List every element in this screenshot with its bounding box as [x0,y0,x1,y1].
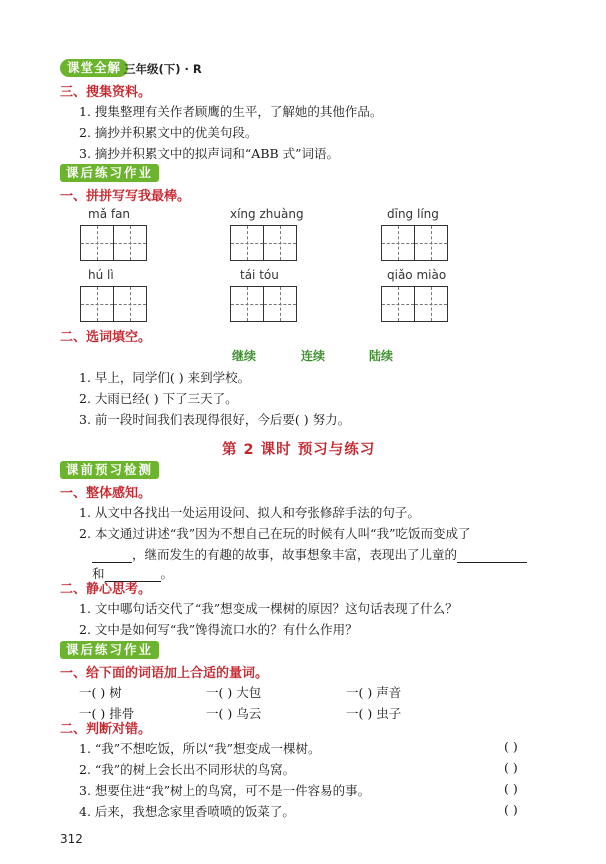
lesson-title: 第 2 课时 预习与练习 [222,442,376,458]
judge-item: 4. 后来，我想念家里香喷喷的饭菜了。 [79,804,295,819]
text-fragment: ，继而发生的有趣的故事，故事想象丰富，表现出了儿童的 [132,547,458,562]
page-number: 312 [60,832,83,846]
answer-bracket[interactable]: ( ) [504,802,518,817]
pinyin-label: qiǎo miào [387,268,447,282]
list-item: 1. 文中哪句话交代了“我”想变成一棵树的原因？这句话表现了什么？ [79,601,458,616]
pinyin-label: tái tóu [240,268,279,282]
measure-item: 一( ) 虫子 [346,706,402,721]
list-item: 1. 搜集整理有关作者顾鹰的生平，了解她的其他作品。 [79,104,383,119]
section-title-pinyin: 一、拼拼写写我最棒。 [60,189,191,204]
measure-item: 一( ) 排骨 [79,706,135,721]
preview-badge: 课前预习检测 [60,461,159,479]
pinyin-label: xíng zhuàng [230,207,304,221]
pinyin-label: hú lì [88,268,114,282]
text-fragment: 和 [92,566,105,581]
fill-item: 3. 前一段时间我们表现得很好，今后要( ) 努力。 [79,412,351,427]
answer-blank[interactable] [92,550,132,563]
answer-bracket[interactable]: ( ) [504,781,518,796]
fill-item: 1. 早上，同学们( ) 来到学校。 [79,370,251,385]
measure-item: 一( ) 声音 [346,685,402,700]
list-item: 2. 文中是如何写“我”馋得流口水的？有什么作用？ [79,622,358,637]
pinyin-label: mǎ fan [88,207,131,221]
section-title-overall: 一、整体感知。 [60,486,152,501]
answer-bracket[interactable]: ( ) [504,760,518,775]
word-option: 陆续 [369,349,394,363]
fill-item: 2. 大雨已经( ) 下了三天了。 [79,391,238,406]
text-fragment: 。 [160,566,174,581]
list-item: 1. 从文中各找出一处运用设问、拟人和夸张修辞手法的句子。 [79,505,420,520]
judge-item: 1. “我”不想吃饭，所以“我”想变成一棵树。 [79,741,321,756]
section-title-fill: 二、选词填空。 [60,330,152,345]
judge-item: 3. 想要住进“我”树上的鸟窝，可不是一件容易的事。 [79,783,371,798]
section-title-measure: 一、给下面的词语加上合适的量词。 [60,666,269,681]
answer-blank[interactable] [457,550,527,563]
pinyin-label: dīng líng [387,207,439,221]
list-item-continued [92,545,527,563]
word-option: 连续 [301,349,326,363]
section-title-think: 二、静心思考。 [60,582,152,597]
section-title-collect: 三、搜集资料。 [60,85,152,100]
judge-item: 2. “我”的树上会长出不同形状的鸟窝。 [79,762,296,777]
homework-badge: 课后练习作业 [60,641,159,659]
measure-item: 一( ) 树 [79,685,122,700]
measure-item: 一( ) 乌云 [206,706,262,721]
list-item: 2. 摘抄并积累文中的优美句段。 [79,125,258,140]
list-item: 2. 本文通过讲述“我”因为不想自己在玩的时候有人叫“我”吃饭而变成了 [79,526,471,541]
list-item: 3. 摘抄并积累文中的拟声词和“ABB 式”词语。 [79,146,340,161]
homework-badge: 课后练习作业 [60,164,159,182]
measure-item: 一( ) 大包 [206,685,262,700]
word-option: 继续 [232,349,257,363]
section-title-judge: 二、判断对错。 [60,722,152,737]
answer-bracket[interactable]: ( ) [504,739,518,754]
grade-label: 三年级(下) · R [124,62,202,76]
series-badge: 课堂全解 [60,59,128,77]
